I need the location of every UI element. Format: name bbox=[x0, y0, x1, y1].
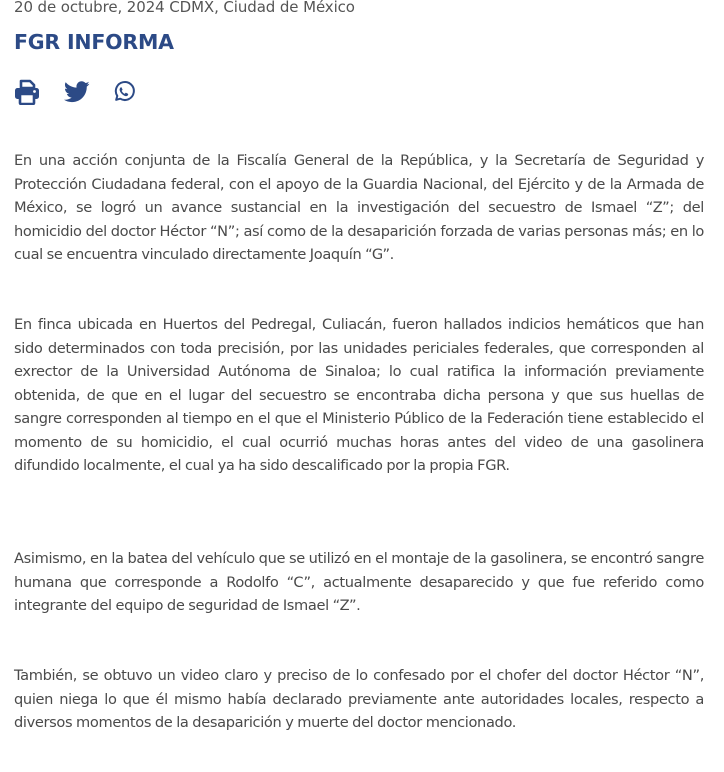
whatsapp-icon bbox=[112, 80, 136, 104]
article-paragraph: También, se obtuvo un video claro y preciso de lo confesado por el chofer del doctor Héctor “N”, quien niega lo que él mismo había declarado previamente ante autoridades locales, respecto a diversos momentos de la desaparición y muerte del doctor mencionado. bbox=[14, 667, 704, 731]
dateline: 20 de octubre, 2024 CDMX, Ciudad de México bbox=[14, 0, 355, 16]
article-paragraph: Asimismo, en la batea del vehículo que se utilizó en el montaje de la gasolinera, se encontró sangre humana que corresponde a Rodolfo “C”, actualmente desaparecido y que fue referido como integrante del equipo de seguridad de Ismael “Z”. bbox=[14, 550, 704, 614]
print-button[interactable] bbox=[14, 79, 40, 105]
print-icon bbox=[14, 79, 40, 105]
share-bar bbox=[14, 78, 136, 106]
whatsapp-share-button[interactable] bbox=[112, 80, 136, 104]
article-paragraph: En una acción conjunta de la Fiscalía General de la República, y la Secretaría de Seguridad y Protección Ciudadana federal, con el apoyo de la Guardia Nacional, del Ejército y de la Armada de México, se logró un avance sustancial en la investigación del secuestro de Ismael “Z”; del homicidio del doctor Héctor “N”; así como de la desaparición forzada de varias personas más; en lo cual se encuentra vinculado directamente Joaquín “G”. bbox=[14, 152, 704, 263]
page-title: FGR INFORMA bbox=[14, 30, 174, 54]
twitter-share-button[interactable] bbox=[64, 80, 90, 104]
article-paragraph: En finca ubicada en Huertos del Pedregal, Culiacán, fueron hallados indicios hemáticos que han sido determinados con toda precisión, por las unidades periciales federales, que corresponden al exrector de la Universidad Autónoma de Sinaloa; lo cual ratifica la información previamente obtenida, de que en el lugar del secuestro se encontraba dicha persona y que sus huellas de sangre corresponden al tiempo en el que el Ministerio Público de la Federación tiene establecido el momento de su homicidio, el cual ocurrió muchas horas antes del video de una gasolinera difundido localmente, el cual ya ha sido descalificado por la propia FGR. bbox=[14, 316, 704, 474]
twitter-icon bbox=[64, 81, 90, 103]
